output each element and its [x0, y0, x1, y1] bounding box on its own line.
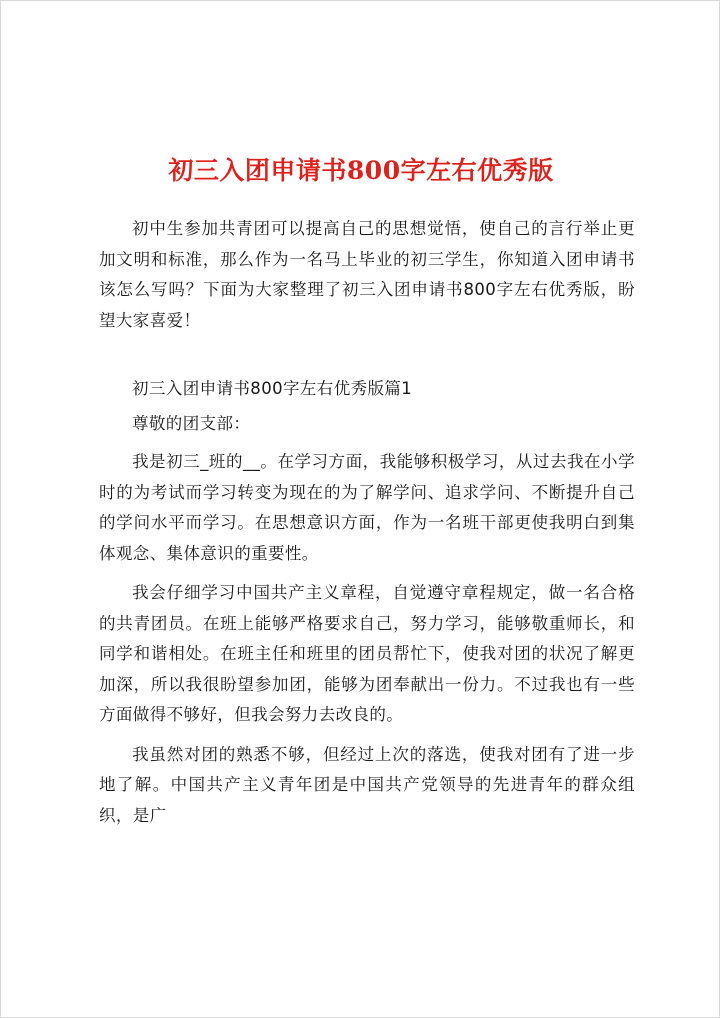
body-paragraph-2: 我会仔细学习中国共产主义章程，自觉遵守章程规定，做一名合格的共青团员。在班上能够严格要求自己，努力学习，能够敬重师长，和同学和谐相处。在班主任和班里的团员帮忙下，使我对团的状况了解更加深，所以我很盼望参加团，能够为团奉献出一份力。不过我也有一些方面做得不够好，但我会努力去改良的。	[99, 583, 635, 724]
body-paragraph-1: 我是初三_班的__。在学习方面，我能够积极学习，从过去我在小学时的为考试而学习转变为现在的为了解学问、追求学问、不断提升自己的学问水平而学习。在思想意识方面，作为一名班干部更使我明白到集体观念、集体意识的重要性。	[99, 452, 635, 563]
intro-paragraph: 初中生参加共青团可以提高自己的思想觉悟，使自己的言行举止更加文明和标准，那么作为一名马上毕业的初三学生，你知道入团申请书该怎么写吗？下面为大家整理了初三入团申请书800字左右优秀版，盼望大家喜爱！	[99, 219, 635, 330]
section-heading: 初三入团申请书800字左右优秀版篇1	[132, 379, 413, 398]
document-title: 初三入团申请书800字左右优秀版	[168, 156, 554, 185]
body-paragraph-3: 我虽然对团的熟悉不够，但经过上次的落选，使我对团有了进一步地了解。中国共产主义青年团是中国共产党领导的先进青年的群众组织，是广	[99, 744, 635, 825]
greeting-line: 尊敬的团支部：	[132, 413, 251, 433]
document-body	[99, 214, 635, 840]
